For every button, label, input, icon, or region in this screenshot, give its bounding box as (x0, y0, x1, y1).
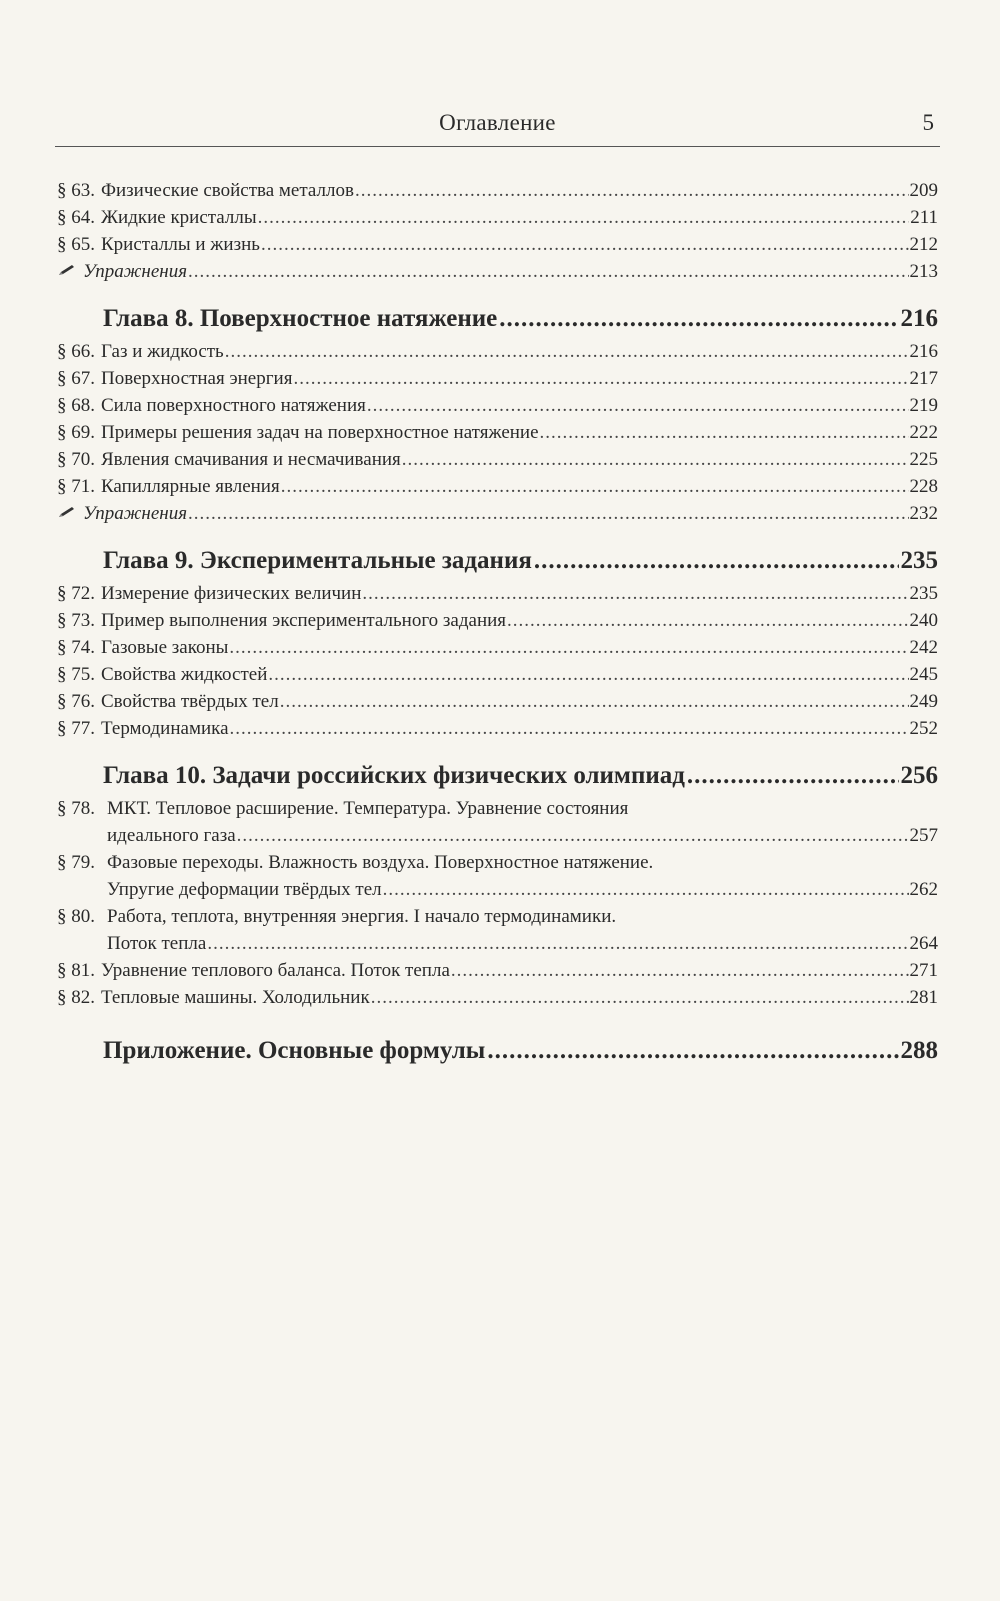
section-page: 212 (909, 234, 938, 255)
dot-leader (687, 760, 899, 792)
dot-leader (371, 984, 909, 1011)
section-page: 245 (909, 664, 938, 685)
toc-chapter-10[interactable] (57, 760, 938, 792)
section-title-line1: Работа, теплота, внутренняя энергия. I начало термодинамики. (107, 906, 617, 927)
dot-leader (188, 500, 908, 527)
page-number: 5 (922, 110, 934, 135)
section-title: Измерение физических величин (101, 583, 362, 604)
section-page: 235 (909, 583, 938, 604)
toc-entry-72[interactable] (57, 580, 938, 607)
toc-entry-66[interactable] (57, 338, 938, 365)
chapter-page: 235 (900, 547, 938, 574)
entry-first-line (57, 903, 938, 930)
section-number: § 63. (57, 180, 95, 201)
dot-leader (229, 634, 908, 661)
section-title: Газовые законы (101, 637, 229, 658)
section-page: 225 (909, 449, 938, 470)
section-page: 242 (909, 637, 938, 658)
toc-appendix[interactable] (57, 1035, 938, 1067)
section-page: 213 (909, 261, 938, 282)
section-number: § 73. (57, 610, 95, 631)
section-title: Сила поверхностного натяжения (101, 395, 366, 416)
section-page: 219 (909, 395, 938, 416)
toc-entry-71[interactable] (57, 473, 938, 500)
dot-leader (534, 545, 899, 577)
dot-leader (402, 446, 909, 473)
section-number: § 65. (57, 234, 95, 255)
section-title: Капиллярные явления (101, 476, 280, 497)
toc-entry-70[interactable] (57, 446, 938, 473)
dot-leader (540, 419, 909, 446)
toc-entry-77[interactable] (57, 715, 938, 742)
dot-leader (237, 822, 909, 849)
dot-leader (188, 258, 908, 285)
section-title: Упражнения (83, 261, 188, 282)
section-title: Газ и жидкость (101, 341, 224, 362)
toc-entry-exercises-7[interactable] (57, 258, 938, 285)
toc-entry-63[interactable] (57, 177, 938, 204)
section-page: 249 (909, 691, 938, 712)
section-page: 217 (909, 368, 938, 389)
dot-leader (258, 204, 910, 231)
toc-entry-79[interactable] (57, 849, 938, 903)
toc-entry-65[interactable] (57, 231, 938, 258)
running-header (55, 106, 940, 147)
section-title: Жидкие кристаллы (101, 207, 257, 228)
entry-second-line (57, 822, 938, 849)
chapter-title: Глава 10. Задачи российских физических олимпиад (103, 762, 685, 789)
entry-second-line (57, 876, 938, 903)
section-number: § 78. (57, 798, 95, 819)
section-title-line1: МКТ. Тепловое расширение. Температура. Уравнение состояния (107, 798, 629, 819)
toc-entry-75[interactable] (57, 661, 938, 688)
section-number: § 76. (57, 691, 95, 712)
section-page: 216 (909, 341, 938, 362)
toc-entry-81[interactable] (57, 957, 938, 984)
section-title-line2: идеального газа (107, 825, 236, 846)
pencil-icon (57, 500, 77, 514)
dot-leader (280, 688, 909, 715)
dot-leader (293, 365, 908, 392)
chapter-page: 256 (900, 762, 938, 789)
entry-first-line (57, 849, 938, 876)
toc-entry-80[interactable] (57, 903, 938, 957)
section-title-line1: Фазовые переходы. Влажность воздуха. Поверхностное натяжение. (107, 852, 654, 873)
appendix-page: 288 (900, 1037, 938, 1064)
section-title: Уравнение теплового баланса. Поток тепла (101, 960, 450, 981)
dot-leader (383, 876, 909, 903)
toc-entry-73[interactable] (57, 607, 938, 634)
section-page: 240 (909, 610, 938, 631)
toc-entry-78[interactable] (57, 795, 938, 849)
dot-leader (230, 715, 909, 742)
toc-entry-69[interactable] (57, 419, 938, 446)
appendix-title: Приложение. Основные формулы (103, 1037, 486, 1064)
pencil-icon (57, 258, 77, 272)
section-page: 209 (909, 180, 938, 201)
dot-leader (487, 1035, 898, 1067)
toc-entry-67[interactable] (57, 365, 938, 392)
dot-leader (261, 231, 909, 258)
section-number: § 75. (57, 664, 95, 685)
dot-leader (281, 473, 909, 500)
section-number: § 79. (57, 852, 95, 873)
section-page: 228 (909, 476, 938, 497)
section-title: Примеры решения задач на поверхностное натяжение (101, 422, 539, 443)
section-page: 222 (909, 422, 938, 443)
section-number: § 74. (57, 637, 95, 658)
section-number: § 69. (57, 422, 95, 443)
dot-leader (499, 303, 898, 335)
entry-first-line (57, 795, 938, 822)
section-title-line2: Поток тепла (107, 933, 207, 954)
toc-entry-68[interactable] (57, 392, 938, 419)
section-page: 271 (909, 960, 938, 981)
entry-second-line (57, 930, 938, 957)
section-title: Упражнения (83, 503, 188, 524)
section-title: Поверхностная энергия (101, 368, 293, 389)
running-title: Оглавление (439, 110, 556, 135)
dot-leader (507, 607, 908, 634)
section-page: 211 (910, 207, 938, 228)
section-title: Свойства жидкостей (101, 664, 268, 685)
toc-entry-76[interactable] (57, 688, 938, 715)
chapter-title: Глава 9. Экспериментальные задания (103, 547, 532, 574)
dot-leader (367, 392, 909, 419)
toc-entry-exercises-8[interactable] (57, 500, 938, 527)
section-title: Пример выполнения экспериментального задания (101, 610, 507, 631)
section-page: 252 (909, 718, 938, 739)
dot-leader (207, 930, 908, 957)
section-number: § 81. (57, 960, 95, 981)
section-title: Кристаллы и жизнь (101, 234, 260, 255)
toc-chapter-8[interactable] (57, 303, 938, 335)
section-number: § 70. (57, 449, 95, 470)
section-title: Явления смачивания и несмачивания (101, 449, 401, 470)
section-page: 264 (909, 933, 938, 954)
section-title-line2: Упругие деформации твёрдых тел (107, 879, 382, 900)
section-number: § 82. (57, 987, 95, 1008)
section-title: Свойства твёрдых тел (101, 691, 279, 712)
dot-leader (268, 661, 908, 688)
section-page: 262 (909, 879, 938, 900)
toc-entry-74[interactable] (57, 634, 938, 661)
chapter-title: Глава 8. Поверхностное натяжение (103, 305, 498, 332)
dot-leader (225, 338, 909, 365)
table-of-contents (57, 177, 938, 1070)
section-number: § 72. (57, 583, 95, 604)
section-page: 281 (909, 987, 938, 1008)
section-number: § 71. (57, 476, 95, 497)
chapter-page: 216 (900, 305, 938, 332)
section-page: 232 (909, 503, 938, 524)
section-page: 257 (909, 825, 938, 846)
dot-leader (355, 177, 909, 204)
section-number: § 64. (57, 207, 95, 228)
section-number: § 68. (57, 395, 95, 416)
section-number: § 80. (57, 906, 95, 927)
toc-entry-82[interactable] (57, 984, 938, 1011)
section-number: § 77. (57, 718, 95, 739)
toc-chapter-9[interactable] (57, 545, 938, 577)
section-number: § 67. (57, 368, 95, 389)
section-title: Термодинамика (101, 718, 229, 739)
section-title: Физические свойства металлов (101, 180, 354, 201)
section-title: Тепловые машины. Холодильник (101, 987, 370, 1008)
section-number: § 66. (57, 341, 95, 362)
dot-leader (362, 580, 908, 607)
dot-leader (451, 957, 909, 984)
toc-entry-64[interactable] (57, 204, 938, 231)
